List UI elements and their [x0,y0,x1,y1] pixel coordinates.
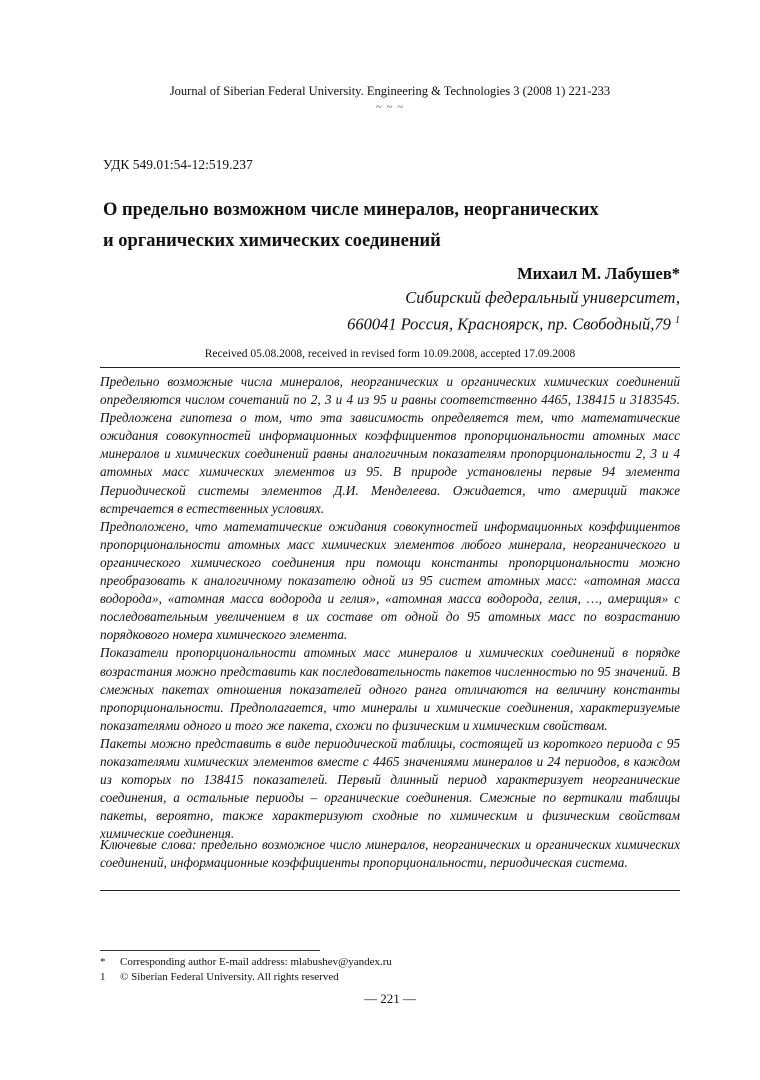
footnotes [100,955,392,985]
footnote-text: Corresponding author E-mail address: mlabushev@yandex.ru [120,956,392,968]
affiliation-line-1: Сибирский федеральный университет, [405,288,680,307]
received-dates: Received 05.08.2008, received in revised form 10.09.2008, accepted 17.09.2008 [204,348,576,360]
footnote-text: © Siberian Federal University. All rights reserved [120,971,339,983]
footnote-mark: 1 [100,971,106,983]
article-title [103,195,683,257]
footnote-item [100,970,392,985]
affiliation-address: 660041 Россия, Красноярск, пр. Свободный,79 [347,314,671,333]
abstract [100,373,680,843]
affiliation-footnote-mark: 1 [675,314,680,326]
abstract-paragraph: Пакеты можно представить в виде периодической таблицы, состоящей из короткого периода с 95 показателями химических элементов вместе с 4465 значениями минералов и 24 периодов, в каждом из которых по 138415 показателей. Первый длинный период характеризует неорганические соединения, а остальные периоды – органические соединения. Смежные по вертикали таблицы пакеты, вероятно, также характеризуют сходные по химическим и физическим свойствам химические соединения. [100,735,680,842]
abstract-top-rule [100,367,680,368]
abstract-paragraph: Показатели пропорциональности атомных масс минералов и химических соединений в порядке возрастания можно представить как последовательность пакетов численностью по 95 значений. В смежных пакетах отношения показателей одного ранга отличаются на величину константы пропорциональности. Предполагается, что минералы и химические соединения, характеризуемые показателями одного и того же пакета, схожи по физическим и химическим свойствам. [100,645,680,733]
udk-code: УДК 549.01:54-12:519.237 [103,157,253,172]
header-ornament: ~ ~ ~ [375,101,405,113]
page-number: ― 221 ― [364,991,416,1006]
footnote-item [100,955,392,970]
author-affiliation [347,287,680,336]
title-line-1: О предельно возможном числе минералов, неорганических [103,200,599,220]
author-name: Михаил М. Лабушев* [517,264,680,283]
journal-header: Journal of Siberian Federal University. Engineering & Technologies 3 (2008 1) 221-233 [169,84,611,98]
footnote-mark: * [100,956,106,968]
affiliation-line-2 [347,310,680,336]
keywords: Ключевые слова: предельно возможное число минералов, неорганических и органических химических соединений, информационные коэффициенты пропорциональности, периодическая система. [100,837,680,871]
footnote-rule [100,950,320,951]
abstract-bottom-rule [100,890,680,891]
abstract-paragraph: Предельно возможные числа минералов, неорганических и органических химических соединений определяются числом сочетаний по 2, 3 и 4 из 95 и равны соответственно 4465, 138415 и 3183545. Предложена гипотеза о том, что эта зависимость определяется тем, что математические ожидания совокупностей информационных коэффициентов пропорциональности атомных масс минералов и химических соединений равны аналогичным показателям пропорциональности 2, 3 и 4 атомных масс химических элементов из 95. В природе установлены первые 94 элемента Периодической системы элементов Д.И. Менделеева. Ожидается, что америций также встречается в естественных условиях. [100,374,680,516]
abstract-paragraph: Предположено, что математические ожидания совокупностей информационных коэффициентов пропорциональности атомных масс химических элементов любого минерала, неорганического и органического химического соединения при помощи константы пропорциональности можно преобразовать к аналогичному показателю одной из 95 систем атомных масс: «атомная масса водорода», «атомная масса водорода и гелия», «атомная масса водорода, гелия, …, америция» с последовательным увеличением в их составе от одной до 95 атомных масс по возрастанию порядкового номера химического элемента. [100,518,680,643]
title-line-2: и органических химических соединений [103,231,441,251]
